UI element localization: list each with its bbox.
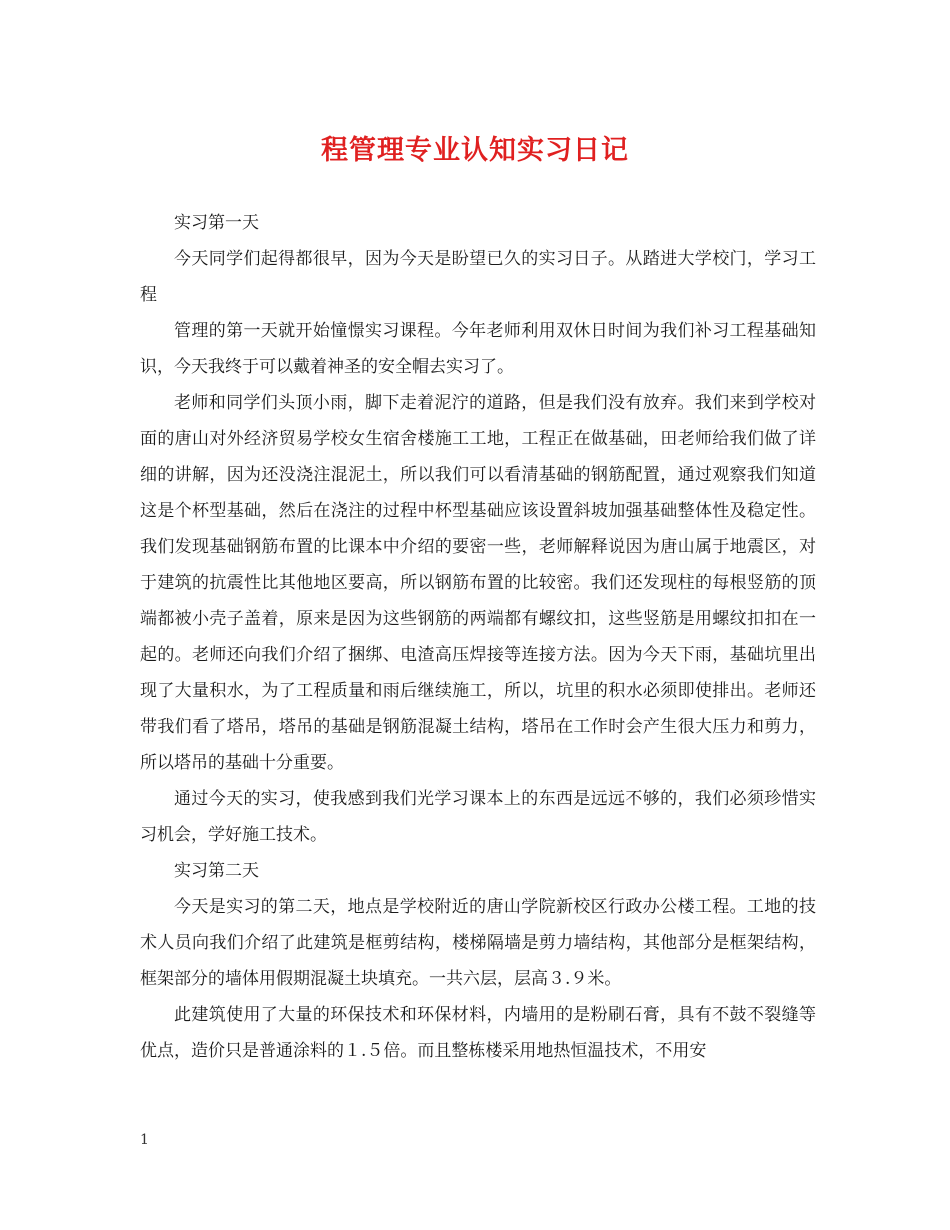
page-number: 1: [140, 1132, 149, 1148]
paragraph: 管理的第一天就开始憧憬实习课程。今年老师利用双休日时间为我们补习工程基础知识，今天我终于可以戴着神圣的安全帽去实习了。: [140, 321, 816, 377]
paragraph-day2-heading: 实习第二天: [174, 861, 259, 881]
paragraph: 老师和同学们头顶小雨，脚下走着泥泞的道路，但是我们没有放弃。我们来到学校对面的唐山对外经济贸易学校女生宿舍楼施工工地，工程正在做基础，田老师给我们做了详细的讲解，因为还没浇注混泥土，所以我们可以看清基础的钢筋配置，通过观察我们知道这是个杯型基础，然后在浇注的过程中杯型基础应该设置斜坡加强基础整体性及稳定性。我们发现基础钢筋布置的比课本中介绍的要密一些，老师解释说因为唐山属于地震区，对于建筑的抗震性比其他地区要高，所以钢筋布置的比较密。我们还发现柱的每根竖筋的顶端都被小壳子盖着，原来是因为这些钢筋的两端都有螺纹扣，这些竖筋是用螺纹扣扣在一起的。老师还向我们介绍了捆绑、电渣高压焊接等连接方法。因为今天下雨，基础坑里出现了大量积水，为了工程质量和雨后继续施工，所以，坑里的积水必须即使排出。老师还带我们看了塔吊，塔吊的基础是钢筋混凝土结构，塔吊在工作时会产生很大压力和剪力，所以塔吊的基础十分重要。: [140, 393, 816, 773]
paragraph: 通过今天的实习，使我感到我们光学习课本上的东西是远远不够的，我们必须珍惜实习机会，学好施工技术。: [140, 789, 816, 845]
document-body: [140, 205, 816, 1069]
paragraph: 此建筑使用了大量的环保技术和环保材料，内墙用的是粉刷石膏，具有不鼓不裂缝等优点，造价只是普通涂料的１.５倍。而且整栋楼采用地热恒温技术，不用安: [140, 1005, 816, 1061]
paragraph: 今天是实习的第二天，地点是学校附近的唐山学院新校区行政办公楼工程。工地的技术人员向我们介绍了此建筑是框剪结构，楼梯隔墙是剪力墙结构，其他部分是框架结构，框架部分的墙体用假期混凝土块填充。一共六层，层高３.９米。: [140, 897, 816, 989]
paragraph: 今天同学们起得都很早，因为今天是盼望已久的实习日子。从踏进大学校门，学习工程: [140, 249, 816, 305]
document-title: 程管理专业认知实习日记: [321, 135, 629, 166]
paragraph-day1-heading: 实习第一天: [174, 213, 259, 233]
